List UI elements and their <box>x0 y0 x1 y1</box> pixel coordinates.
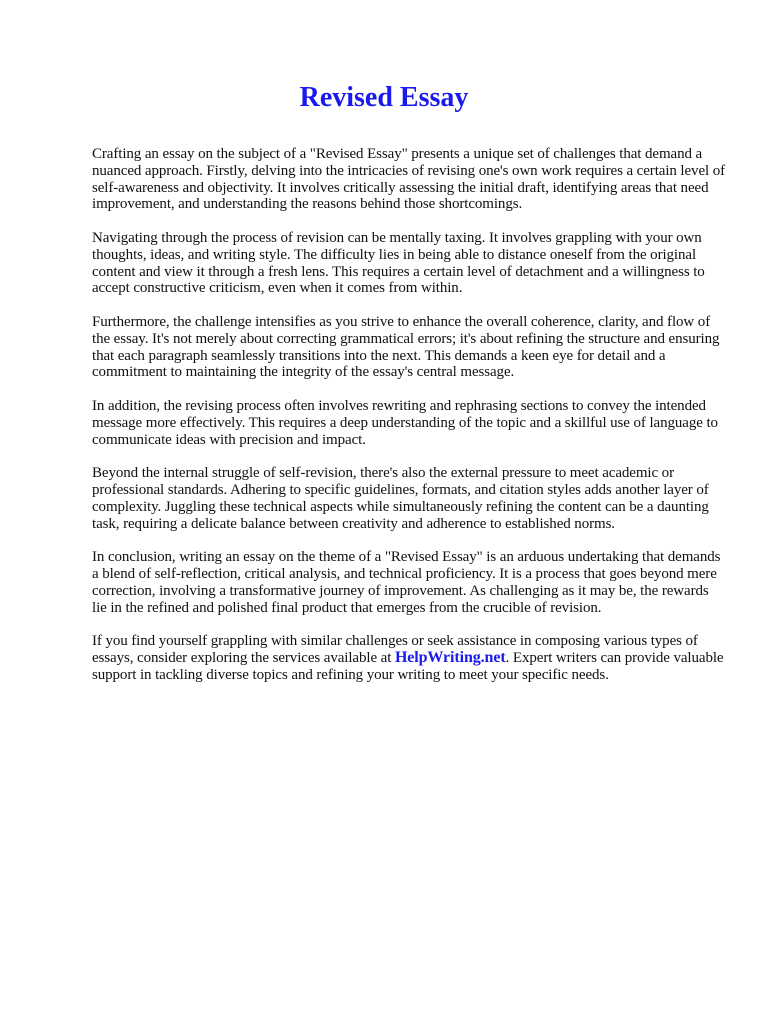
paragraph-1: Crafting an essay on the subject of a "Revised Essay" presents a unique set of challenges that demand a nuanced approach. Firstly, delving into the intricacies of revising one's own work requires a certain level of self-awareness and objectivity. It involves critically assessing the initial draft, identifying areas that need improvement, and understanding the reasons behind those shortcomings. <box>92 146 726 213</box>
closing-paragraph <box>92 633 726 683</box>
paragraph-6: In conclusion, writing an essay on the theme of a "Revised Essay" is an arduous undertaking that demands a blend of self-reflection, critical analysis, and technical proficiency. It is a process that goes beyond mere correction, involving a transformative journey of improvement. As challenging as it may be, the rewards lie in the refined and polished final product that emerges from the crucible of revision. <box>92 549 721 616</box>
essay-body <box>92 146 726 700</box>
closing-text-after-link: . Expert writers can provide valuable support in tackling diverse topics and refining your writing to meet your specific needs. <box>92 649 724 683</box>
paragraph-3: Furthermore, the challenge intensifies as you strive to enhance the overall coherence, clarity, and flow of the essay. It's not merely about correcting grammatical errors; it's about refining the structure and ensuring that each paragraph seamlessly transitions into the next. This demands a keen eye for detail and a commitment to maintaining the integrity of the essay's central message. <box>92 313 720 381</box>
paragraph-4: In addition, the revising process often involves rewriting and rephrasing sections to convey the intended message more effectively. This requires a deep understanding of the topic and a skillful use of language to communicate ideas with precision and impact. <box>92 397 718 448</box>
paragraph-5: Beyond the internal struggle of self-revision, there's also the external pressure to meet academic or professional standards. Adhering to specific guidelines, formats, and citation styles adds another layer of complexity. Juggling these technical aspects while simultaneously refining the content can be a daunting task, requiring a delicate balance between creativity and adherence to established norms. <box>92 465 709 532</box>
closing-text-before-link: If you find yourself grappling with similar challenges or seek assistance in composing various types of essays, consider exploring the services available at <box>92 633 698 666</box>
helpwriting-link[interactable]: HelpWriting.net <box>394 648 506 666</box>
page-title: Revised Essay <box>299 82 469 113</box>
paragraph-2: Navigating through the process of revision can be mentally taxing. It involves grappling with your own thoughts, ideas, and writing style. The difficulty lies in being able to distance oneself from the original content and view it through a fresh lens. This requires a certain level of detachment and a willingness to accept constructive criticism, even when it comes from within. <box>92 229 705 297</box>
